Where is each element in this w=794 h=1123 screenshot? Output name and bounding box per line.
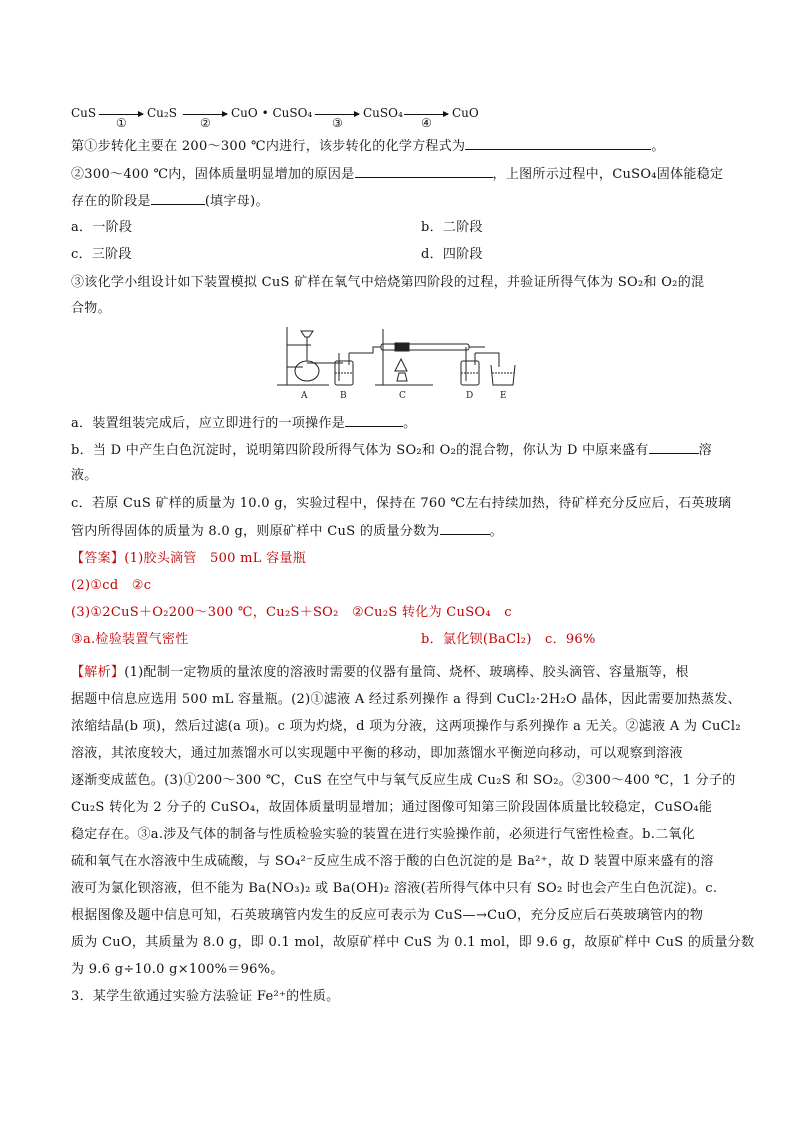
analysis-line: 浓缩结晶(b 项)，然后过滤(a 项)。c 项为灼烧，d 项为分液，这两项操作与系列操作 a 无关。②滤液 A 为 CuCl₂	[71, 719, 741, 734]
apparatus-e	[491, 365, 515, 385]
question-line	[71, 441, 724, 459]
question-text: 管内所得固体的质量为 8.0 g，则原矿样中 CuS 的质量分数为	[71, 524, 440, 539]
question-text: 存在的阶段是	[71, 194, 151, 209]
question-line	[71, 414, 724, 432]
label-c: C	[399, 391, 406, 401]
analysis-label: 【解析】	[71, 665, 125, 680]
option-b: b．二阶段	[421, 220, 483, 235]
arrow-icon	[315, 114, 359, 130]
question-text: 溶	[698, 443, 712, 458]
analysis-line: 逐渐变成蓝色。(3)①200～300 ℃，CuS 在空气中与氧气反应生成 Cu₂S 和 SO₂。②300～400 ℃，1 分子的	[71, 773, 736, 788]
answer-blank[interactable]	[440, 522, 490, 535]
question-text: 。	[651, 139, 665, 154]
question-text: 。	[403, 416, 417, 431]
apparatus-c	[375, 329, 485, 385]
analysis-line: 为 9.6 g÷10.0 g×100%＝96%。	[71, 962, 284, 977]
answer-label: 【答案】	[71, 551, 125, 566]
question-line: 液。	[71, 468, 98, 483]
scheme-species: Cu₂S	[147, 106, 177, 120]
step-number: ④	[421, 116, 432, 130]
question-text: ②300～400 ℃内，固体质量明显增加的原因是	[71, 167, 355, 182]
option-c: c．三阶段	[71, 247, 132, 262]
question-text: b．当 D 中产生白色沉淀时，说明第四阶段所得气体为 SO₂和 O₂的混合物，你认为 D 中原来盛有	[71, 443, 649, 458]
analysis-line: 液可为氯化钡溶液，但不能为 Ba(NO₃)₂ 或 Ba(OH)₂ 溶液(若所得气体中只有 SO₂ 时也会产生白色沉淀)。c.	[71, 881, 718, 896]
label-a: A	[301, 391, 308, 401]
label-e: E	[500, 391, 507, 401]
scheme-species: CuO • CuSO₄	[231, 106, 313, 120]
answer-line: (3)①2CuS＋O₂200～300 ℃，Cu₂S＋SO₂ ②Cu₂S 转化为 CuSO₄ c	[71, 605, 512, 620]
label-d: D	[466, 391, 474, 401]
arrow-icon	[183, 114, 227, 130]
analysis-line: Cu₂S 转化为 2 分子的 CuSO₄，故固体质量明显增加；通过图像可知第三阶段固体质量比较稳定，CuSO₄能	[71, 800, 713, 815]
analysis-line: 溶液，其浓度较大，通过加蒸馏水可以实现题中平衡的移动，即加蒸馏水平衡逆向移动，可以观察到溶液	[71, 746, 683, 761]
answer-blank[interactable]	[355, 165, 493, 178]
answer-blank[interactable]	[649, 441, 699, 454]
label-b: B	[340, 391, 347, 401]
question-line: c．若原 CuS 矿样的质量为 10.0 g，实验过程中，保持在 760 ℃左右持续加热，待矿样充分反应后，石英玻璃	[71, 496, 732, 511]
analysis-line: 质为 CuO，其质量为 8.0 g，即 0.1 mol，故原矿样中 CuS 为 0.1 mol，即 9.6 g，故原矿样中 CuS 的质量分数	[71, 935, 755, 950]
option-a: a．一阶段	[71, 220, 133, 235]
analysis-line: 硫和氧气在水溶液中生成硫酸，与 SO₄²⁻反应生成不溶于酸的白色沉淀的是 Ba²⁺，故 D 装置中原来盛有的溶	[71, 854, 714, 869]
conversion-scheme	[71, 104, 511, 130]
arrow-icon	[404, 114, 448, 130]
step-number: ②	[200, 116, 211, 130]
answer-text: b．氯化钡(BaCl₂) c．96%	[421, 632, 596, 647]
analysis-line: 根据图像及题中信息可知，石英玻璃管内发生的反应可表示为 CuS—→CuO，充分反应后石英玻璃管内的物	[71, 908, 704, 923]
apparatus-a	[277, 327, 343, 385]
question-text: (填字母)。	[204, 194, 269, 209]
answer-text: (1)胶头滴管 500 mL 容量瓶	[124, 551, 307, 566]
analysis-line	[71, 664, 724, 681]
question-text: ，上图所示过程中，CuSO₄固体能稳定	[492, 167, 724, 182]
next-question: 3．某学生欲通过实验方法验证 Fe²⁺的性质。	[71, 989, 340, 1004]
question-line	[71, 192, 724, 210]
answer-text: ③a.检验装置气密性	[71, 632, 189, 647]
question-text: 第①步转化主要在 200～300 ℃内进行，该步转化的化学方程式为	[71, 139, 466, 154]
answer-line	[71, 631, 724, 648]
option-row	[71, 246, 724, 263]
answer-blank[interactable]	[345, 414, 403, 427]
answer-line: (2)①cd ②c	[71, 578, 152, 593]
step-number: ③	[332, 116, 343, 130]
arrow-icon	[99, 114, 143, 130]
step-number: ①	[116, 116, 127, 130]
question-line	[71, 137, 724, 155]
analysis-text: (1)配制一定物质的量浓度的溶液时需要的仪器有量筒、烧杯、玻璃棒、胶头滴管、容量瓶等，根	[124, 665, 689, 680]
option-row	[71, 219, 724, 236]
analysis-line: 据题中信息应选用 500 mL 容量瓶。(2)①滤液 A 经过系列操作 a 得到 CuCl₂·2H₂O 晶体，因此需要加热蒸发、	[71, 692, 741, 707]
question-text: a．装置组装完成后，应立即进行的一项操作是	[71, 416, 346, 431]
question-line: ③该化学小组设计如下装置模拟 CuS 矿样在氧气中焙烧第四阶段的过程，并验证所得气体为 SO₂和 O₂的混	[71, 275, 705, 290]
scheme-species: CuO	[452, 106, 479, 120]
apparatus-b	[335, 347, 381, 385]
apparatus-d	[461, 347, 499, 385]
answer-blank[interactable]	[465, 137, 651, 150]
scheme-species: CuSO₄	[363, 106, 403, 120]
analysis-line: 稳定存在。③a.涉及气体的制备与性质检验实验的装置在进行实验操作前，必须进行气密性检查。b.二氧化	[71, 827, 696, 842]
option-d: d．四阶段	[421, 247, 483, 262]
answer-blank[interactable]	[151, 192, 205, 205]
question-line	[71, 165, 724, 183]
apparatus-diagram	[273, 323, 523, 401]
question-line: 合物。	[71, 301, 111, 316]
scheme-species: CuS	[71, 106, 97, 120]
answer-line	[71, 550, 724, 567]
question-text: 。	[489, 524, 503, 539]
question-line	[71, 522, 724, 540]
